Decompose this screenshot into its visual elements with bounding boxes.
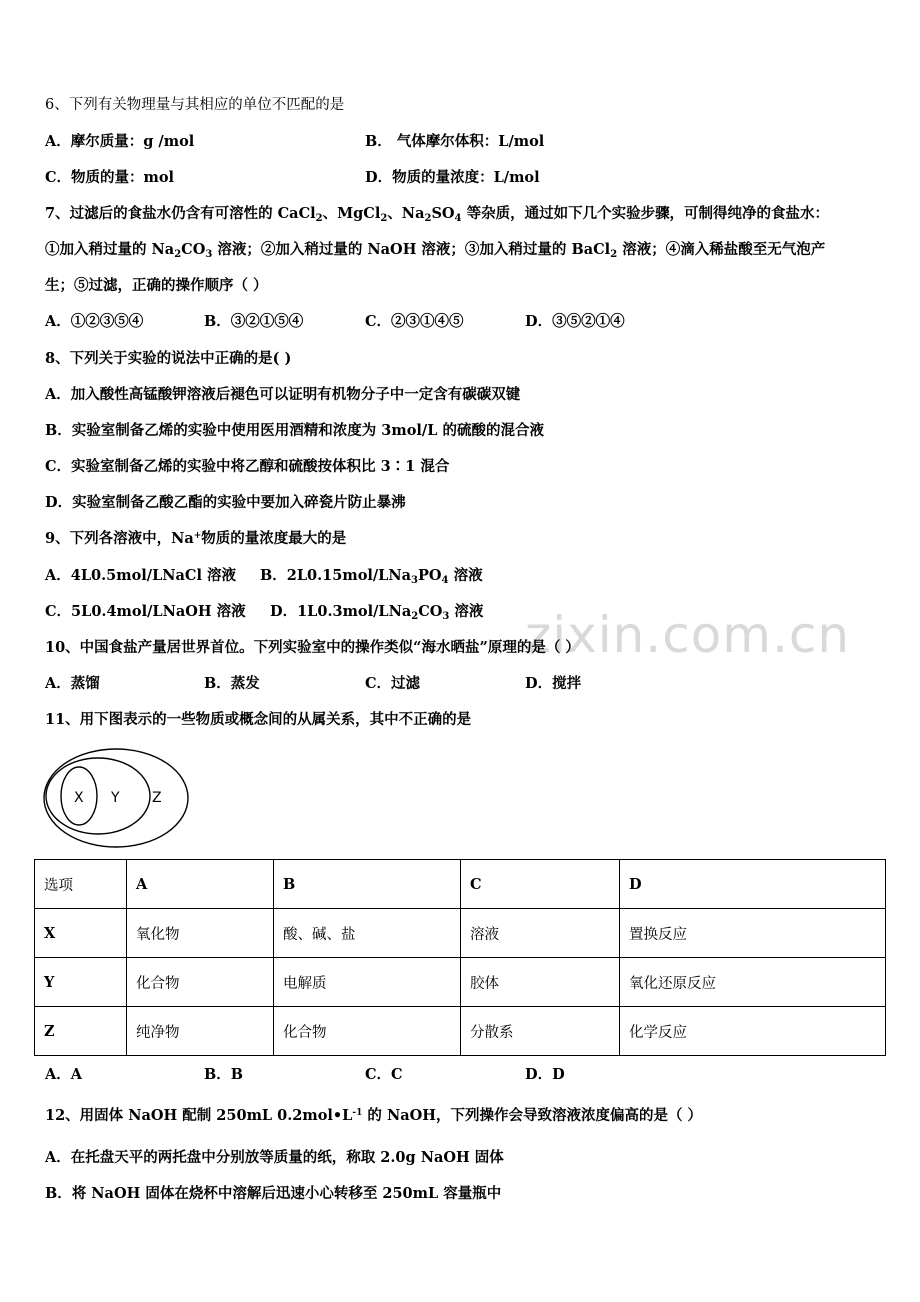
q8-stem: 8、下列关于实验的说法中正确的是( ) xyxy=(45,350,292,367)
table-cell: 分散系 xyxy=(461,1007,620,1056)
q10-stem: 10、中国食盐产量居世界首位。下列实验室中的操作类似“海水晒盐”原理的是（ ） xyxy=(45,639,580,656)
q6-option-b: B． 气体摩尔体积：L/mol xyxy=(365,133,545,150)
q6-stem: 6、下列有关物理量与其相应的单位不匹配的是 xyxy=(45,97,345,113)
q11-option-a: A．A xyxy=(45,1066,83,1083)
q11-option-b: B．B xyxy=(204,1066,244,1083)
venn-label-x: X xyxy=(74,790,84,806)
table-cell: 胶体 xyxy=(461,958,620,1007)
q9-option-d: D．$1L0.3mol/LNa_2CO_3$ 溶液 xyxy=(270,603,484,622)
table-cell: 化合物 xyxy=(127,958,274,1007)
table-header-cell: B xyxy=(274,860,461,909)
q8-option-d: D．实验室制备乙酸乙酯的实验中要加入碎瓷片防止暴沸 xyxy=(45,494,406,511)
table-cell: 纯净物 xyxy=(127,1007,274,1056)
venn-label-y: Y xyxy=(111,790,120,806)
table-header-row xyxy=(35,860,886,909)
q9-option-a: A．4L0.5mol/LNaCl 溶液 xyxy=(45,567,237,584)
q9-option-b: B．$2L0.15mol/LNa_3PO_4$ 溶液 xyxy=(260,567,483,586)
q8-option-a: A．加入酸性高锰酸钾溶液后褪色可以证明有机物分子中一定含有碳碳双键 xyxy=(45,386,521,403)
table-header-cell: C xyxy=(461,860,620,909)
q7-option-d: D．③⑤②①④ xyxy=(525,313,625,330)
q7-stem-line2: ①加入稍过量的 $Na_2CO_3$ 溶液；②加入稍过量的 NaOH 溶液；③加入稍过量的 BaCl$_2$ 溶液；④滴入稀盐酸至无气泡产 xyxy=(45,241,826,260)
q8-option-b: B．实验室制备乙烯的实验中使用医用酒精和浓度为 3mol/L 的硫酸的混合液 xyxy=(45,422,544,439)
table-cell: X xyxy=(35,909,127,958)
q9-option-c: C．5L0.4mol/LNaOH 溶液 xyxy=(45,603,246,620)
q7-option-b: B．③②①⑤④ xyxy=(204,313,304,330)
q9-stem: 9、下列各溶液中，Na+物质的量浓度最大的是 xyxy=(45,530,347,547)
q8-option-c: C．实验室制备乙烯的实验中将乙醇和硫酸按体积比 3∶1 混合 xyxy=(45,458,450,475)
table-cell: 氧化物 xyxy=(127,909,274,958)
q6-option-a: A．摩尔质量：g /mol xyxy=(45,133,195,150)
q7-option-c: C．②③①④⑤ xyxy=(365,313,464,330)
q10-option-b: B．蒸发 xyxy=(204,675,260,692)
table-cell: 置换反应 xyxy=(620,909,886,958)
table-cell: 化合物 xyxy=(274,1007,461,1056)
q10-option-d: D．搅拌 xyxy=(525,675,582,692)
table-row xyxy=(35,909,886,958)
table-header-cell: A xyxy=(127,860,274,909)
q7-stem-line1: 7、过滤后的食盐水仍含有可溶性的 CaCl$_2$、MgCl$_2$、$Na_2SO_4$ 等杂质，通过如下几个实验步骤，可制得纯净的食盐水： xyxy=(45,205,830,224)
q6-option-c: C．物质的量：mol xyxy=(45,169,175,186)
q7-option-a: A．①②③⑤④ xyxy=(45,313,144,330)
table-cell: 酸、碱、盐 xyxy=(274,909,461,958)
table-row xyxy=(35,1007,886,1056)
table-header-cell: D xyxy=(620,860,886,909)
table-cell: 溶液 xyxy=(461,909,620,958)
q10-option-a: A．蒸馏 xyxy=(45,675,100,692)
q12-option-b: B．将 NaOH 固体在烧杯中溶解后迅速小心转移至 250mL 容量瓶中 xyxy=(45,1185,502,1202)
q11-option-c: C．C xyxy=(365,1066,403,1083)
watermark: zixin.com.cn xyxy=(525,606,851,664)
q10-option-c: C．过滤 xyxy=(365,675,421,692)
venn-diagram xyxy=(42,746,192,850)
q11-table xyxy=(34,859,886,1056)
table-cell: 电解质 xyxy=(274,958,461,1007)
table-header-cell: 选项 xyxy=(35,860,127,909)
q12-option-a: A．在托盘天平的两托盘中分别放等质量的纸，称取 2.0g NaOH 固体 xyxy=(45,1149,504,1166)
table-cell: Z xyxy=(35,1007,127,1056)
table-row xyxy=(35,958,886,1007)
q11-stem: 11、用下图表示的一些物质或概念间的从属关系，其中不正确的是 xyxy=(45,711,472,728)
venn-label-z: Z xyxy=(152,790,162,806)
table-cell: Y xyxy=(35,958,127,1007)
q6-option-d: D．物质的量浓度：L/mol xyxy=(365,169,540,186)
table-cell: 化学反应 xyxy=(620,1007,886,1056)
q7-stem-line3: 生；⑤过滤，正确的操作顺序（ ） xyxy=(45,277,268,294)
q12-stem: 12、用固体 NaOH 配制 250mL $0.2mol•L^{-1}$ 的 NaOH，下列操作会导致溶液浓度偏高的是（ ） xyxy=(45,1107,702,1124)
q11-option-d: D．D xyxy=(525,1066,565,1083)
table-cell: 氧化还原反应 xyxy=(620,958,886,1007)
